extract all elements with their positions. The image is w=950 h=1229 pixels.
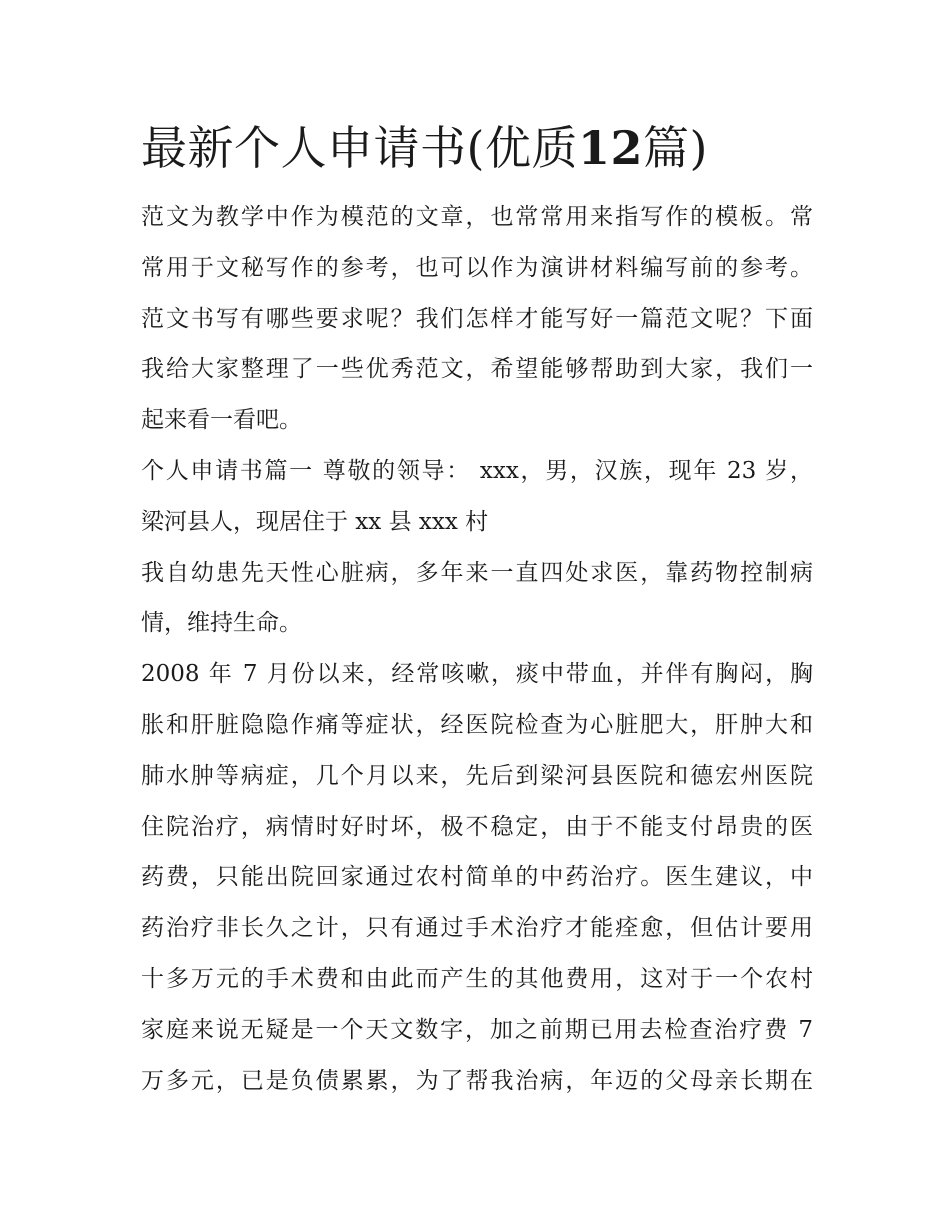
- text-line: 万多元，已是负债累累，为了帮我治病，年迈的父母亲长期在: [141, 1067, 813, 1094]
- text-line: 肺水肿等病症，几个月以来，先后到梁河县医院和德宏州医院: [141, 762, 813, 789]
- text-line: 梁河县人，现居住于 xx 县 xxx 村: [141, 508, 489, 535]
- title-prefix: 最新个人申请书(优质: [141, 121, 578, 175]
- text-line: 情，维持生命。: [141, 610, 302, 637]
- text-line: 住院治疗，病情时好时坏，极不稳定，由于不能支付昂贵的医: [141, 813, 813, 840]
- paragraph-treatment: [141, 649, 813, 1106]
- paragraph-intro: [141, 192, 813, 446]
- text-line: 家庭来说无疑是一个天文数字，加之前期已用去检查治疗费 7: [141, 1016, 813, 1043]
- text-line: 我给大家整理了一些优秀范文，希望能够帮助到大家，我们一: [141, 356, 813, 383]
- text-line: 药费，只能出院回家通过农村简单的中药治疗。医生建议，中: [141, 864, 813, 891]
- text-line: 2008 年 7 月份以来，经常咳嗽，痰中带血，并伴有胸闷，胸: [141, 661, 813, 688]
- document-title: [141, 112, 813, 184]
- document-page: [141, 112, 813, 1106]
- text-line: 常用于文秘写作的参考，也可以作为演讲材料编写前的参考。: [141, 254, 813, 281]
- title-number: 12: [577, 121, 643, 175]
- paragraph-salutation: [141, 446, 813, 548]
- paragraph-illness: [141, 548, 813, 650]
- text-line: 我自幼患先天性心脏病，多年来一直四处求医，靠药物控制病: [141, 559, 813, 586]
- text-line: 胀和肝脏隐隐作痛等症状，经医院检查为心脏肥大，肝肿大和: [141, 711, 813, 738]
- text-line: 药治疗非长久之计，只有通过手术治疗才能痊愈，但估计要用: [141, 915, 813, 942]
- text-line: 十多万元的手术费和由此而产生的其他费用，这对于一个农村: [141, 965, 813, 992]
- text-line: 范文书写有哪些要求呢？我们怎样才能写好一篇范文呢？下面: [141, 305, 813, 332]
- text-line: 起来看一看吧。: [141, 407, 302, 434]
- title-suffix: 篇): [642, 121, 708, 175]
- text-line: 个人申请书篇一 尊敬的领导： xxx，男，汉族，现年 23 岁，: [141, 457, 813, 484]
- text-line: 范文为教学中作为模范的文章，也常常用来指写作的模板。常: [141, 204, 813, 230]
